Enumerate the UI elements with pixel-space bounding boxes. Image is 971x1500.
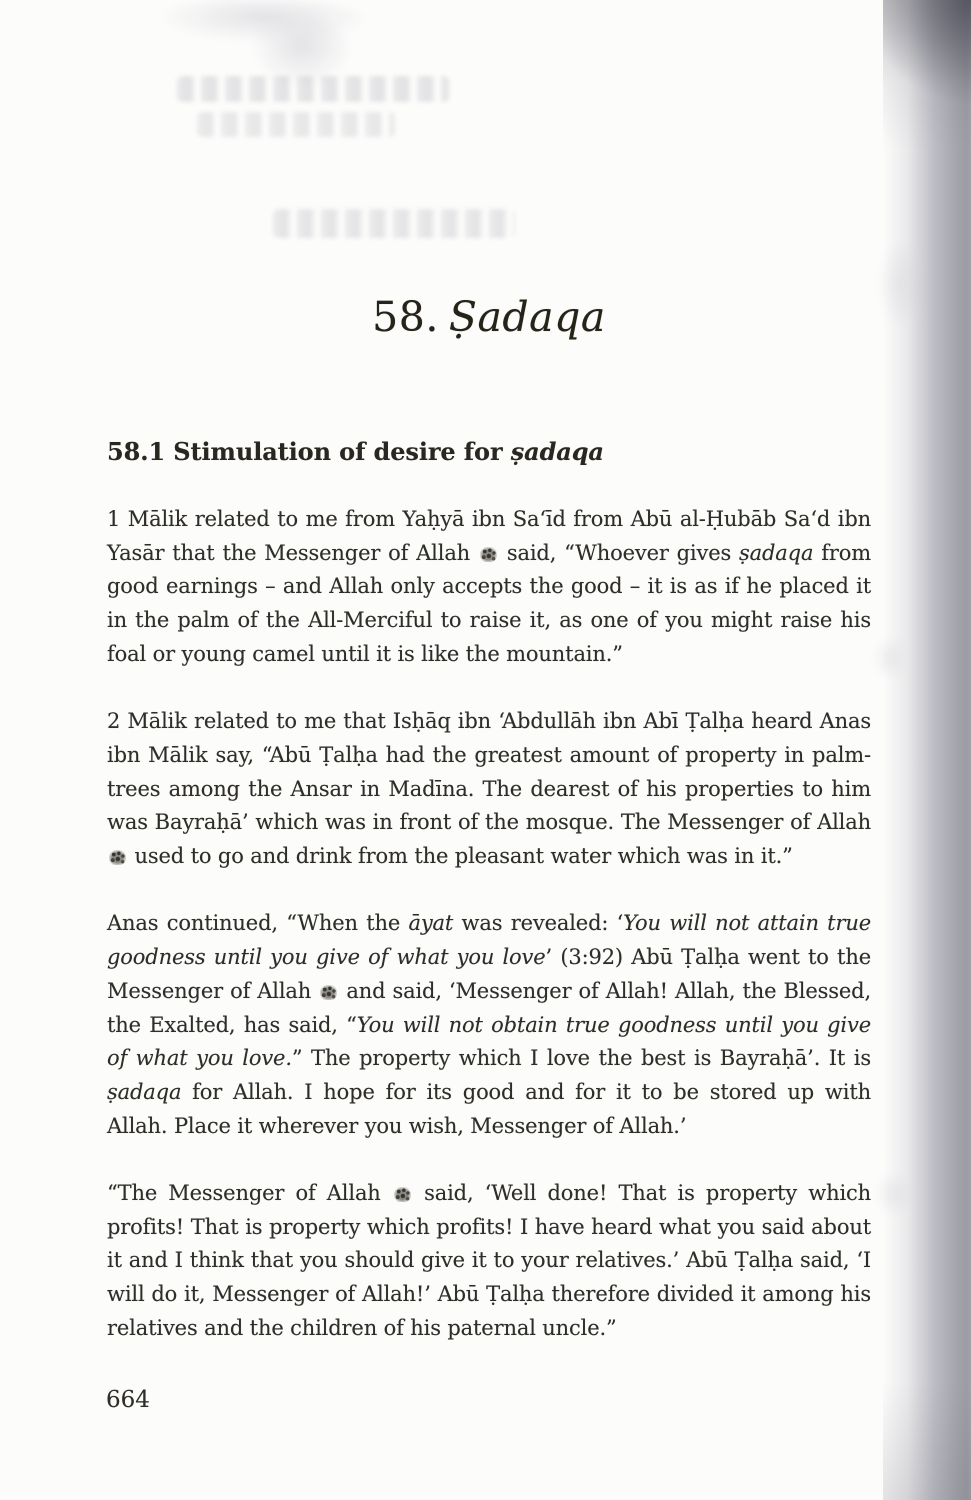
text-segment: was revealed: ‘	[453, 911, 624, 936]
hadith-paragraph-2	[107, 705, 871, 874]
text-segment: for Allah. I hope for its good and for it to be stored up with Allah. Place it wherever you wish, Messenger of Allah.’	[107, 1079, 871, 1138]
book-page-edge-shadow	[883, 0, 971, 1500]
text-segment: 1 Mālik related to me from Yaḥyā ibn Sa‘īd from Abū al-Ḥubāb Sa‘d ibn Yasār that the Messenger of Allah	[107, 507, 871, 565]
italic-text-segment: āyat	[408, 911, 454, 936]
italic-text-segment: You will not attain true goodness until you give of what you love	[107, 911, 871, 970]
text-segment: “The Messenger of Allah	[107, 1181, 392, 1206]
bleedthrough-smudge-top	[160, 0, 370, 42]
text-segment: said, “Whoever gives	[498, 540, 740, 565]
bleedthrough-smudge-drip	[252, 18, 352, 86]
italic-text-segment: ṣadaqa	[510, 437, 604, 466]
page-number: 664	[106, 1387, 150, 1413]
hadith-paragraph-4	[107, 1177, 871, 1346]
italic-text-segment: ṣadaqa	[739, 540, 814, 565]
text-segment: used to go and drink from the pleasant water which was in it.”	[128, 844, 793, 869]
italic-text-segment: ṣadaqa	[107, 1079, 182, 1104]
text-segment: from good earnings – and Allah only accepts the good – it is as if he placed it in the palm of the All-Merciful to raise it, as one of you might raise his foal or young camel until it is like the mountain.”	[107, 540, 872, 666]
text-segment: and said, ‘Messenger of Allah! Allah, the Blessed, the Exalted, has said, “	[107, 978, 871, 1037]
pbuh-calligraphy-icon	[320, 985, 337, 1000]
text-segment: ’ (3:92) Abū Ṭalḥa went to the Messenger of Allah	[107, 945, 871, 1003]
chapter-number: 58.	[372, 293, 439, 341]
text-segment: 2 Mālik related to me that Isḥāq ibn ‘Abdullāh ibn Abī Ṭalḥa heard Anas ibn Mālik say, “Abū Ṭalḥa had the greatest amount of property in palm-trees among the Ansar in Madīna. The dearest of his properties to him was Bayraḥā’ which was in front of the mosque. The Messenger of Allah	[107, 709, 871, 835]
pbuh-calligraphy-icon	[394, 1187, 411, 1202]
pbuh-calligraphy-icon	[480, 547, 497, 562]
pbuh-calligraphy-icon	[109, 850, 126, 865]
bleedthrough-text-line-1	[177, 76, 449, 102]
chapter-title	[107, 293, 871, 341]
hadith-paragraph-1	[107, 503, 871, 672]
text-segment: 58.1 Stimulation of desire for	[107, 437, 511, 466]
hadith-paragraph-3	[107, 907, 871, 1143]
italic-text-segment: You will not obtain true goodness until you give of what you love.	[107, 1012, 871, 1071]
bleedthrough-text-line-2	[197, 112, 395, 137]
text-segment: ” The property which I love the best is Bayraḥā’. It is	[291, 1046, 871, 1071]
section-heading	[107, 437, 871, 466]
text-segment: said, ‘Well done! That is property which profits! That is property which profits! I have heard what you said about it and I think that you should give it to your relatives.’ Abū Ṭalḥa said, ‘I will do it, Messenger of Allah!’ Abū Ṭalḥa therefore divided it among his relatives and the children of his paternal uncle.”	[107, 1181, 872, 1340]
hadith-body	[107, 503, 871, 1346]
bleedthrough-text-line-3	[273, 209, 515, 238]
text-segment: Anas continued, “When the	[107, 911, 409, 936]
chapter-name: Ṣadaqa	[448, 293, 606, 341]
